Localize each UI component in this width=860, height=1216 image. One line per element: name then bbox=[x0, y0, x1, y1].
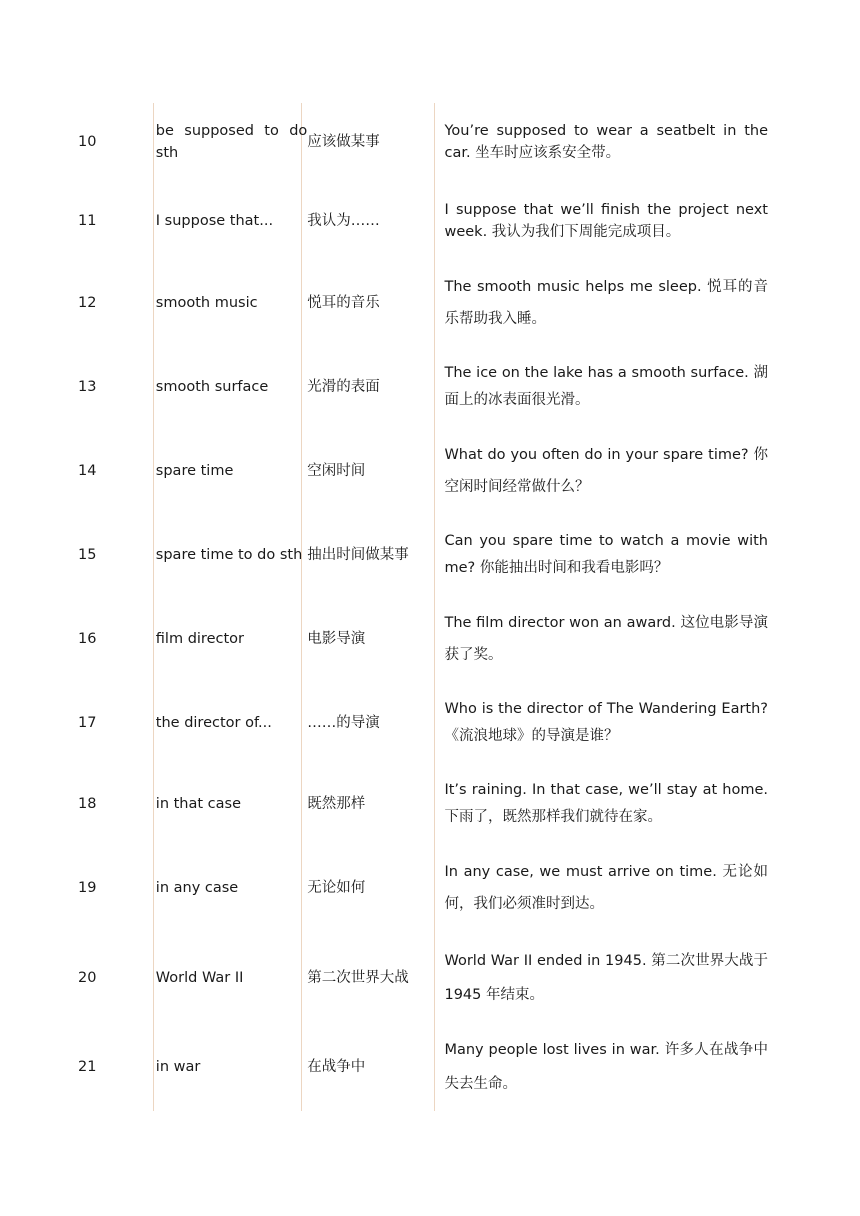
row-number: 19 bbox=[78, 880, 97, 896]
row-number: 13 bbox=[78, 379, 97, 395]
meaning-cell: 在战争中 bbox=[307, 1058, 366, 1075]
vocabulary-table bbox=[78, 103, 768, 1111]
row-number: 17 bbox=[78, 715, 97, 731]
phrase-cell: spare time bbox=[155, 463, 234, 479]
meaning-cell: 抽出时间做某事 bbox=[307, 547, 409, 563]
phrase-cell: be supposed to do sth bbox=[155, 123, 308, 161]
row-number: 11 bbox=[78, 213, 97, 229]
phrase-cell: film director bbox=[155, 631, 244, 647]
row-number: 16 bbox=[78, 631, 97, 647]
meaning-cell: 空闲时间 bbox=[307, 463, 366, 479]
phrase-cell: in that case bbox=[155, 796, 242, 812]
phrase-cell: smooth music bbox=[155, 295, 258, 311]
row-number: 10 bbox=[78, 134, 97, 150]
table-row bbox=[78, 513, 768, 597]
phrase-cell: World War II bbox=[155, 969, 244, 986]
example-cell: You’re supposed to wear a seatbelt in the car. 坐车时应该系安全带。 bbox=[444, 123, 768, 161]
table-row bbox=[78, 843, 768, 933]
example-cell: Can you spare time to watch a movie with me? 你能抽出时间和我看电影吗？ bbox=[444, 533, 768, 576]
meaning-cell: 光滑的表面 bbox=[307, 379, 380, 395]
meaning-cell: 我认为…… bbox=[307, 213, 380, 229]
meaning-cell: 悦耳的音乐 bbox=[307, 295, 380, 311]
phrase-cell: smooth surface bbox=[155, 379, 269, 395]
example-cell: Many people lost lives in war. 许多人在战争中失去生命。 bbox=[444, 1041, 768, 1092]
table-row bbox=[78, 261, 768, 345]
row-number: 15 bbox=[78, 547, 97, 563]
example-cell: The film director won an award. 这位电影导演获了奖。 bbox=[444, 615, 768, 663]
table-row bbox=[78, 765, 768, 843]
example-cell: In any case, we must arrive on time. 无论如何，我们必须准时到达。 bbox=[444, 864, 768, 912]
example-cell: Who is the director of The Wandering Earth? 《流浪地球》的导演是谁？ bbox=[444, 701, 768, 744]
table-row bbox=[78, 429, 768, 513]
phrase-cell: spare time to do sth bbox=[155, 547, 303, 563]
example-cell: What do you often do in your spare time? 你空闲时间经常做什么？ bbox=[444, 447, 768, 495]
phrase-cell: in war bbox=[155, 1058, 201, 1075]
example-cell: It’s raining. In that case, we’ll stay at home. 下雨了，既然那样我们就待在家。 bbox=[444, 782, 768, 825]
example-cell: I suppose that we’ll finish the project next week. 我认为我们下周能完成项目。 bbox=[444, 202, 768, 240]
row-number: 12 bbox=[78, 295, 97, 311]
phrase-cell: in any case bbox=[155, 880, 239, 896]
table-row bbox=[78, 681, 768, 765]
table-row bbox=[78, 597, 768, 681]
table-row bbox=[78, 345, 768, 429]
table-row bbox=[78, 933, 768, 1022]
meaning-cell: 既然那样 bbox=[307, 796, 366, 812]
table-row bbox=[78, 1022, 768, 1111]
example-cell: The smooth music helps me sleep. 悦耳的音乐帮助我入睡。 bbox=[444, 279, 768, 327]
row-number: 14 bbox=[78, 463, 97, 479]
meaning-cell: 应该做某事 bbox=[307, 134, 380, 150]
example-cell: The ice on the lake has a smooth surface. 湖面上的冰表面很光滑。 bbox=[444, 365, 768, 408]
meaning-cell: 无论如何 bbox=[307, 880, 366, 896]
table-row bbox=[78, 103, 768, 181]
meaning-cell: ……的导演 bbox=[307, 715, 380, 731]
row-number: 20 bbox=[78, 969, 97, 986]
phrase-cell: I suppose that... bbox=[155, 213, 274, 229]
row-number: 21 bbox=[78, 1058, 97, 1075]
table-row bbox=[78, 181, 768, 261]
vocabulary-table-body bbox=[78, 103, 768, 1111]
phrase-cell: the director of... bbox=[155, 715, 272, 731]
meaning-cell: 第二次世界大战 bbox=[307, 969, 409, 986]
example-cell: World War II ended in 1945. 第二次世界大战于 1945 年结束。 bbox=[444, 952, 768, 1003]
row-number: 18 bbox=[78, 796, 97, 812]
meaning-cell: 电影导演 bbox=[307, 631, 366, 647]
